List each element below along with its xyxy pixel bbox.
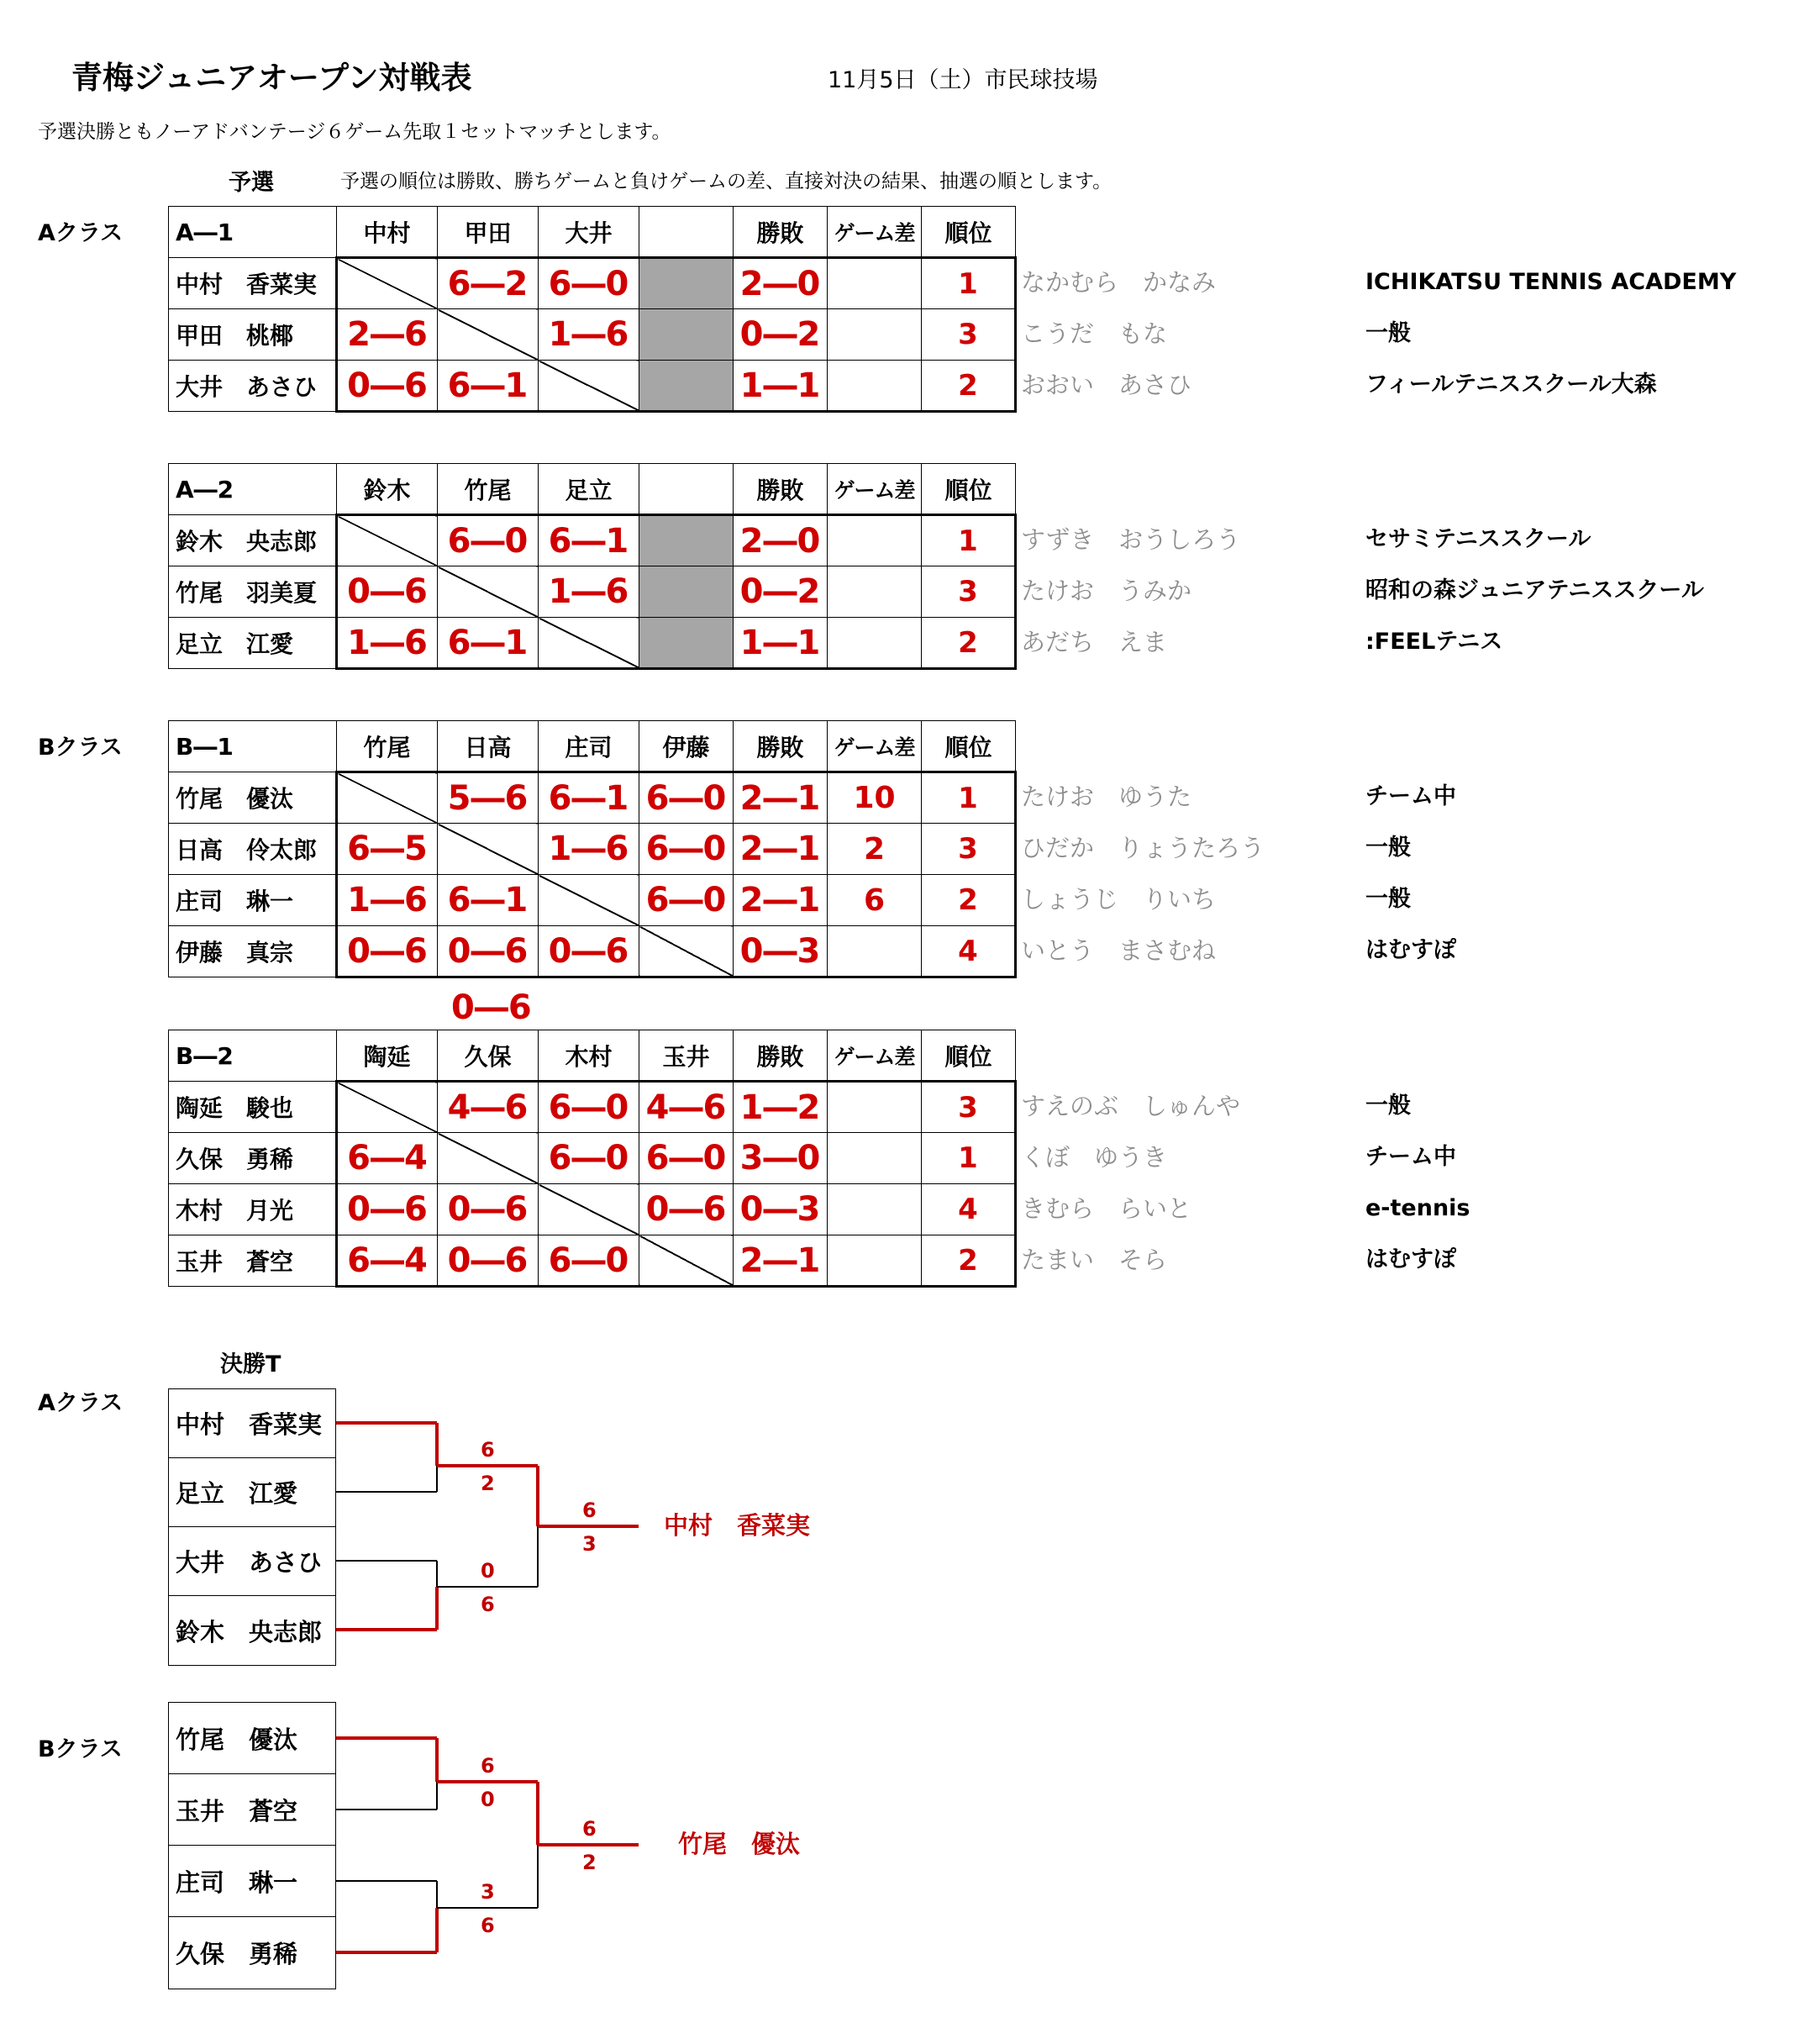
match-score: 1―6 — [539, 824, 639, 875]
match-score: 6―5 — [337, 824, 438, 875]
player-club: e-tennis — [1365, 1195, 1470, 1221]
win-loss-record: 3―0 — [734, 1133, 828, 1184]
game-difference — [828, 361, 922, 412]
player-club: 一般 — [1365, 1093, 1411, 1119]
match-score: 6―2 — [438, 258, 539, 309]
player-name: 伊藤 真宗 — [169, 926, 337, 977]
player-kana: たけお ゆうた — [1021, 782, 1192, 811]
column-header: 順位 — [922, 1030, 1016, 1082]
column-header: 久保 — [438, 1030, 539, 1082]
bracket-line — [436, 1561, 438, 1587]
win-loss-record: 2―1 — [734, 875, 828, 926]
self-match-cell — [337, 258, 438, 309]
column-header: 中村 — [337, 207, 438, 258]
self-match-cell — [639, 1235, 734, 1287]
self-match-cell — [438, 824, 539, 875]
player-row — [169, 1133, 1016, 1184]
game-difference — [828, 566, 922, 618]
player-row — [169, 566, 1016, 618]
bracket-line — [336, 1951, 437, 1954]
column-header: 順位 — [922, 207, 1016, 258]
bracket-winner: 中村 香菜実 — [664, 1511, 811, 1540]
player-kana: すずき おうしろう — [1021, 525, 1241, 554]
group-table — [168, 463, 1017, 670]
group-name: B―2 — [169, 1030, 337, 1082]
match-score: 0―6 — [438, 1235, 539, 1287]
bracket-line — [336, 1421, 437, 1425]
player-kana: たまい そら — [1021, 1246, 1168, 1274]
player-kana: あだち えま — [1021, 628, 1168, 656]
prelim-order-rule: 予選の順位は勝敗、勝ちゲームと負けゲームの差、直接対決の結果、抽選の順とします。 — [340, 171, 1113, 192]
bracket-player: 中村 香菜実 — [169, 1389, 335, 1458]
match-score: 6―0 — [639, 1133, 734, 1184]
self-match-cell — [539, 1184, 639, 1235]
player-club: セサミテニススクール — [1365, 526, 1591, 552]
match-score: 4―6 — [438, 1082, 539, 1133]
semifinal-score: 0 — [481, 1788, 495, 1811]
column-header: 伊藤 — [639, 721, 734, 772]
game-difference — [828, 309, 922, 361]
game-difference — [828, 258, 922, 309]
empty-cell — [639, 361, 734, 412]
match-score: 6―1 — [438, 618, 539, 669]
match-score: 5―6 — [438, 772, 539, 824]
bracket-line — [336, 1560, 437, 1562]
match-score: 0―6 — [337, 926, 438, 977]
column-header: 木村 — [539, 1030, 639, 1082]
player-row — [169, 926, 1016, 977]
column-header: 勝敗 — [734, 207, 828, 258]
match-score: 0―6 — [539, 926, 639, 977]
match-score: 6―0 — [539, 1235, 639, 1287]
bracket-line — [537, 1526, 539, 1587]
column-header: 勝敗 — [734, 464, 828, 515]
group-table — [168, 720, 1017, 978]
player-name: 甲田 桃椰 — [169, 309, 337, 361]
column-header: 甲田 — [438, 207, 539, 258]
column-header: 竹尾 — [438, 464, 539, 515]
prelim-label: 予選 — [229, 170, 274, 196]
match-score: 6―0 — [639, 772, 734, 824]
column-header: 勝敗 — [734, 1030, 828, 1082]
final-class-b-label: Bクラス — [38, 1736, 123, 1762]
bracket-player: 玉井 蒼空 — [169, 1774, 335, 1846]
player-kana: ひだか りょうたろう — [1021, 834, 1265, 862]
bracket-player: 竹尾 優汰 — [169, 1703, 335, 1774]
win-loss-record: 2―0 — [734, 258, 828, 309]
match-score: 2―6 — [337, 309, 438, 361]
self-match-cell — [438, 566, 539, 618]
group-header-row — [169, 464, 1016, 515]
empty-cell — [639, 618, 734, 669]
player-name: 木村 月光 — [169, 1184, 337, 1235]
player-club: 一般 — [1365, 835, 1411, 861]
player-kana: なかむら かなみ — [1021, 268, 1217, 297]
match-score: 6―1 — [438, 361, 539, 412]
match-score: 6―1 — [539, 772, 639, 824]
rank: 1 — [922, 1133, 1016, 1184]
final-score: 6 — [582, 1499, 597, 1522]
bracket-line — [537, 1845, 539, 1908]
match-score: 6―1 — [539, 515, 639, 566]
rank: 3 — [922, 309, 1016, 361]
semifinal-score: 6 — [481, 1914, 495, 1937]
final-score: 3 — [582, 1532, 597, 1556]
win-loss-record: 2―0 — [734, 515, 828, 566]
game-difference: 6 — [828, 875, 922, 926]
match-score: 0―6 — [639, 1184, 734, 1235]
column-header: 竹尾 — [337, 721, 438, 772]
win-loss-record: 2―1 — [734, 824, 828, 875]
extra-score: 0―6 — [451, 988, 532, 1027]
game-difference — [828, 926, 922, 977]
final-score: 6 — [582, 1817, 597, 1841]
group-name: A―1 — [169, 207, 337, 258]
column-header: 玉井 — [639, 1030, 734, 1082]
column-header: 大井 — [539, 207, 639, 258]
game-difference: 10 — [828, 772, 922, 824]
bracket-line — [435, 1908, 439, 1952]
win-loss-record: 0―3 — [734, 1184, 828, 1235]
player-row — [169, 772, 1016, 824]
rank: 3 — [922, 566, 1016, 618]
empty-cell — [639, 566, 734, 618]
player-club: フィールテニススクール大森 — [1365, 371, 1657, 398]
player-row — [169, 361, 1016, 412]
player-row — [169, 309, 1016, 361]
page-title: 青梅ジュニアオープン対戦表 — [71, 60, 472, 96]
rules-text: 予選決勝ともノーアドバンテージ６ゲーム先取１セットマッチとします。 — [38, 121, 671, 143]
match-score: 6―0 — [539, 1082, 639, 1133]
rank: 4 — [922, 926, 1016, 977]
bracket-line — [336, 1736, 437, 1740]
semifinal-score: 6 — [481, 1593, 495, 1616]
player-club: 一般 — [1365, 886, 1411, 912]
player-name: 久保 勇稀 — [169, 1133, 337, 1184]
player-name: 日高 伶太郎 — [169, 824, 337, 875]
group-table — [168, 1030, 1017, 1288]
semifinal-score: 0 — [481, 1559, 495, 1583]
empty-cell — [639, 309, 734, 361]
player-row — [169, 258, 1016, 309]
rank: 2 — [922, 618, 1016, 669]
final-score: 2 — [582, 1851, 597, 1874]
column-header: 順位 — [922, 464, 1016, 515]
bracket-player: 大井 あさひ — [169, 1527, 335, 1596]
self-match-cell — [539, 618, 639, 669]
win-loss-record: 2―1 — [734, 1235, 828, 1287]
bracket-line — [336, 1491, 437, 1493]
player-name: 竹尾 羽美夏 — [169, 566, 337, 618]
rank: 2 — [922, 361, 1016, 412]
bracket-line — [536, 1466, 539, 1526]
match-score: 6―4 — [337, 1133, 438, 1184]
bracket-winner: 竹尾 優汰 — [678, 1830, 801, 1858]
match-score: 6―0 — [438, 515, 539, 566]
class-b-label: Bクラス — [38, 735, 123, 761]
bracket-line — [336, 1880, 437, 1882]
date-venue: 11月5日（土）市民球技場 — [828, 67, 1098, 93]
win-loss-record: 1―2 — [734, 1082, 828, 1133]
player-name: 中村 香菜実 — [169, 258, 337, 309]
player-row — [169, 875, 1016, 926]
bracket-line — [435, 1738, 439, 1783]
player-club: :FEELテニス — [1365, 629, 1503, 655]
bracket-line — [436, 1881, 438, 1909]
bracket-line — [436, 1782, 438, 1810]
self-match-cell — [337, 515, 438, 566]
match-score: 6―1 — [438, 875, 539, 926]
player-row — [169, 1184, 1016, 1235]
win-loss-record: 2―1 — [734, 772, 828, 824]
self-match-cell — [639, 926, 734, 977]
game-difference — [828, 1184, 922, 1235]
class-a-label: Aクラス — [38, 220, 124, 246]
match-score: 1―6 — [539, 566, 639, 618]
bracket-players — [168, 1702, 336, 1989]
win-loss-record: 1―1 — [734, 618, 828, 669]
rank: 3 — [922, 1082, 1016, 1133]
player-kana: しょうじ りいち — [1021, 885, 1217, 914]
self-match-cell — [438, 309, 539, 361]
column-header: 庄司 — [539, 721, 639, 772]
match-score: 6―0 — [639, 824, 734, 875]
column-header: ゲーム差 — [828, 207, 922, 258]
bracket-players — [168, 1388, 336, 1666]
player-name: 陶延 駿也 — [169, 1082, 337, 1133]
player-club: ICHIKATSU TENNIS ACADEMY — [1365, 269, 1737, 295]
player-name: 大井 あさひ — [169, 361, 337, 412]
bracket-line — [336, 1809, 437, 1810]
final-label: 決勝T — [220, 1351, 281, 1378]
self-match-cell — [539, 361, 639, 412]
player-name: 足立 江愛 — [169, 618, 337, 669]
self-match-cell — [337, 772, 438, 824]
game-difference — [828, 618, 922, 669]
player-kana: おおい あさひ — [1021, 371, 1192, 399]
bracket-line — [437, 1464, 538, 1467]
match-score: 6―0 — [539, 1133, 639, 1184]
player-kana: いとう まさむね — [1021, 936, 1217, 965]
column-header: 勝敗 — [734, 721, 828, 772]
self-match-cell — [337, 1082, 438, 1133]
win-loss-record: 0―2 — [734, 566, 828, 618]
group-header-row — [169, 207, 1016, 258]
player-name: 竹尾 優汰 — [169, 772, 337, 824]
rank: 2 — [922, 875, 1016, 926]
bracket-player: 庄司 琳一 — [169, 1846, 335, 1917]
game-difference — [828, 1235, 922, 1287]
bracket-player: 足立 江愛 — [169, 1458, 335, 1527]
column-header: 陶延 — [337, 1030, 438, 1082]
player-kana: すえのぶ しゅんや — [1021, 1092, 1241, 1120]
player-club: チーム中 — [1365, 783, 1456, 809]
match-score: 1―6 — [539, 309, 639, 361]
player-row — [169, 1235, 1016, 1287]
bracket-line — [437, 1586, 538, 1588]
column-header — [639, 207, 734, 258]
player-kana: たけお うみか — [1021, 577, 1192, 605]
match-score: 0―6 — [438, 926, 539, 977]
player-club: はむすぽ — [1365, 1246, 1456, 1272]
column-header: ゲーム差 — [828, 721, 922, 772]
win-loss-record: 0―3 — [734, 926, 828, 977]
player-club: チーム中 — [1365, 1144, 1456, 1170]
match-score: 6―0 — [539, 258, 639, 309]
player-name: 鈴木 央志郎 — [169, 515, 337, 566]
final-class-a-label: Aクラス — [38, 1390, 124, 1416]
rank: 3 — [922, 824, 1016, 875]
match-score: 6―4 — [337, 1235, 438, 1287]
column-header: 日高 — [438, 721, 539, 772]
win-loss-record: 0―2 — [734, 309, 828, 361]
match-score: 1―6 — [337, 618, 438, 669]
group-header-row — [169, 1030, 1016, 1082]
player-club: はむすぽ — [1365, 937, 1456, 963]
match-score: 0―6 — [438, 1184, 539, 1235]
match-score: 1―6 — [337, 875, 438, 926]
semifinal-score: 2 — [481, 1472, 495, 1495]
bracket-line — [536, 1782, 539, 1845]
column-header: ゲーム差 — [828, 1030, 922, 1082]
bracket-line — [435, 1587, 439, 1630]
semifinal-score: 6 — [481, 1438, 495, 1462]
player-kana: こうだ もな — [1021, 319, 1168, 348]
self-match-cell — [438, 1133, 539, 1184]
group-name: B―1 — [169, 721, 337, 772]
column-header: 足立 — [539, 464, 639, 515]
group-table — [168, 206, 1017, 413]
bracket-line — [336, 1628, 437, 1631]
bracket-player: 久保 勇稀 — [176, 1940, 298, 1968]
player-name: 庄司 琳一 — [169, 875, 337, 926]
rank: 4 — [922, 1184, 1016, 1235]
rank: 1 — [922, 772, 1016, 824]
player-row — [169, 1082, 1016, 1133]
match-score: 0―6 — [337, 566, 438, 618]
rank: 1 — [922, 258, 1016, 309]
game-difference — [828, 1133, 922, 1184]
bracket-line — [538, 1525, 639, 1528]
bracket-line — [538, 1843, 639, 1846]
match-score: 4―6 — [639, 1082, 734, 1133]
player-kana: くぼ ゆうき — [1021, 1143, 1168, 1172]
player-row — [169, 824, 1016, 875]
match-score: 6―0 — [639, 875, 734, 926]
win-loss-record: 1―1 — [734, 361, 828, 412]
game-difference — [828, 1082, 922, 1133]
bracket-line — [436, 1466, 438, 1492]
player-name: 玉井 蒼空 — [169, 1235, 337, 1287]
column-header: ゲーム差 — [828, 464, 922, 515]
player-club: 一般 — [1365, 320, 1411, 346]
rank: 1 — [922, 515, 1016, 566]
player-row — [169, 515, 1016, 566]
semifinal-score: 6 — [481, 1754, 495, 1778]
bracket-line — [437, 1907, 538, 1909]
semifinal-score: 3 — [481, 1880, 495, 1904]
player-kana: きむら らいと — [1021, 1194, 1192, 1223]
bracket-line — [435, 1423, 439, 1466]
column-header: 鈴木 — [337, 464, 438, 515]
match-score: 0―6 — [337, 1184, 438, 1235]
game-difference — [828, 515, 922, 566]
bracket-player: 鈴木 央志郎 — [176, 1617, 323, 1646]
match-score: 0―6 — [337, 361, 438, 412]
column-header: 順位 — [922, 721, 1016, 772]
bracket-line — [437, 1780, 538, 1783]
group-name: A―2 — [169, 464, 337, 515]
rank: 2 — [922, 1235, 1016, 1287]
empty-cell — [639, 258, 734, 309]
group-header-row — [169, 721, 1016, 772]
player-club: 昭和の森ジュニアテニススクール — [1365, 577, 1704, 603]
player-row — [169, 618, 1016, 669]
self-match-cell — [539, 875, 639, 926]
column-header — [639, 464, 734, 515]
game-difference: 2 — [828, 824, 922, 875]
empty-cell — [639, 515, 734, 566]
